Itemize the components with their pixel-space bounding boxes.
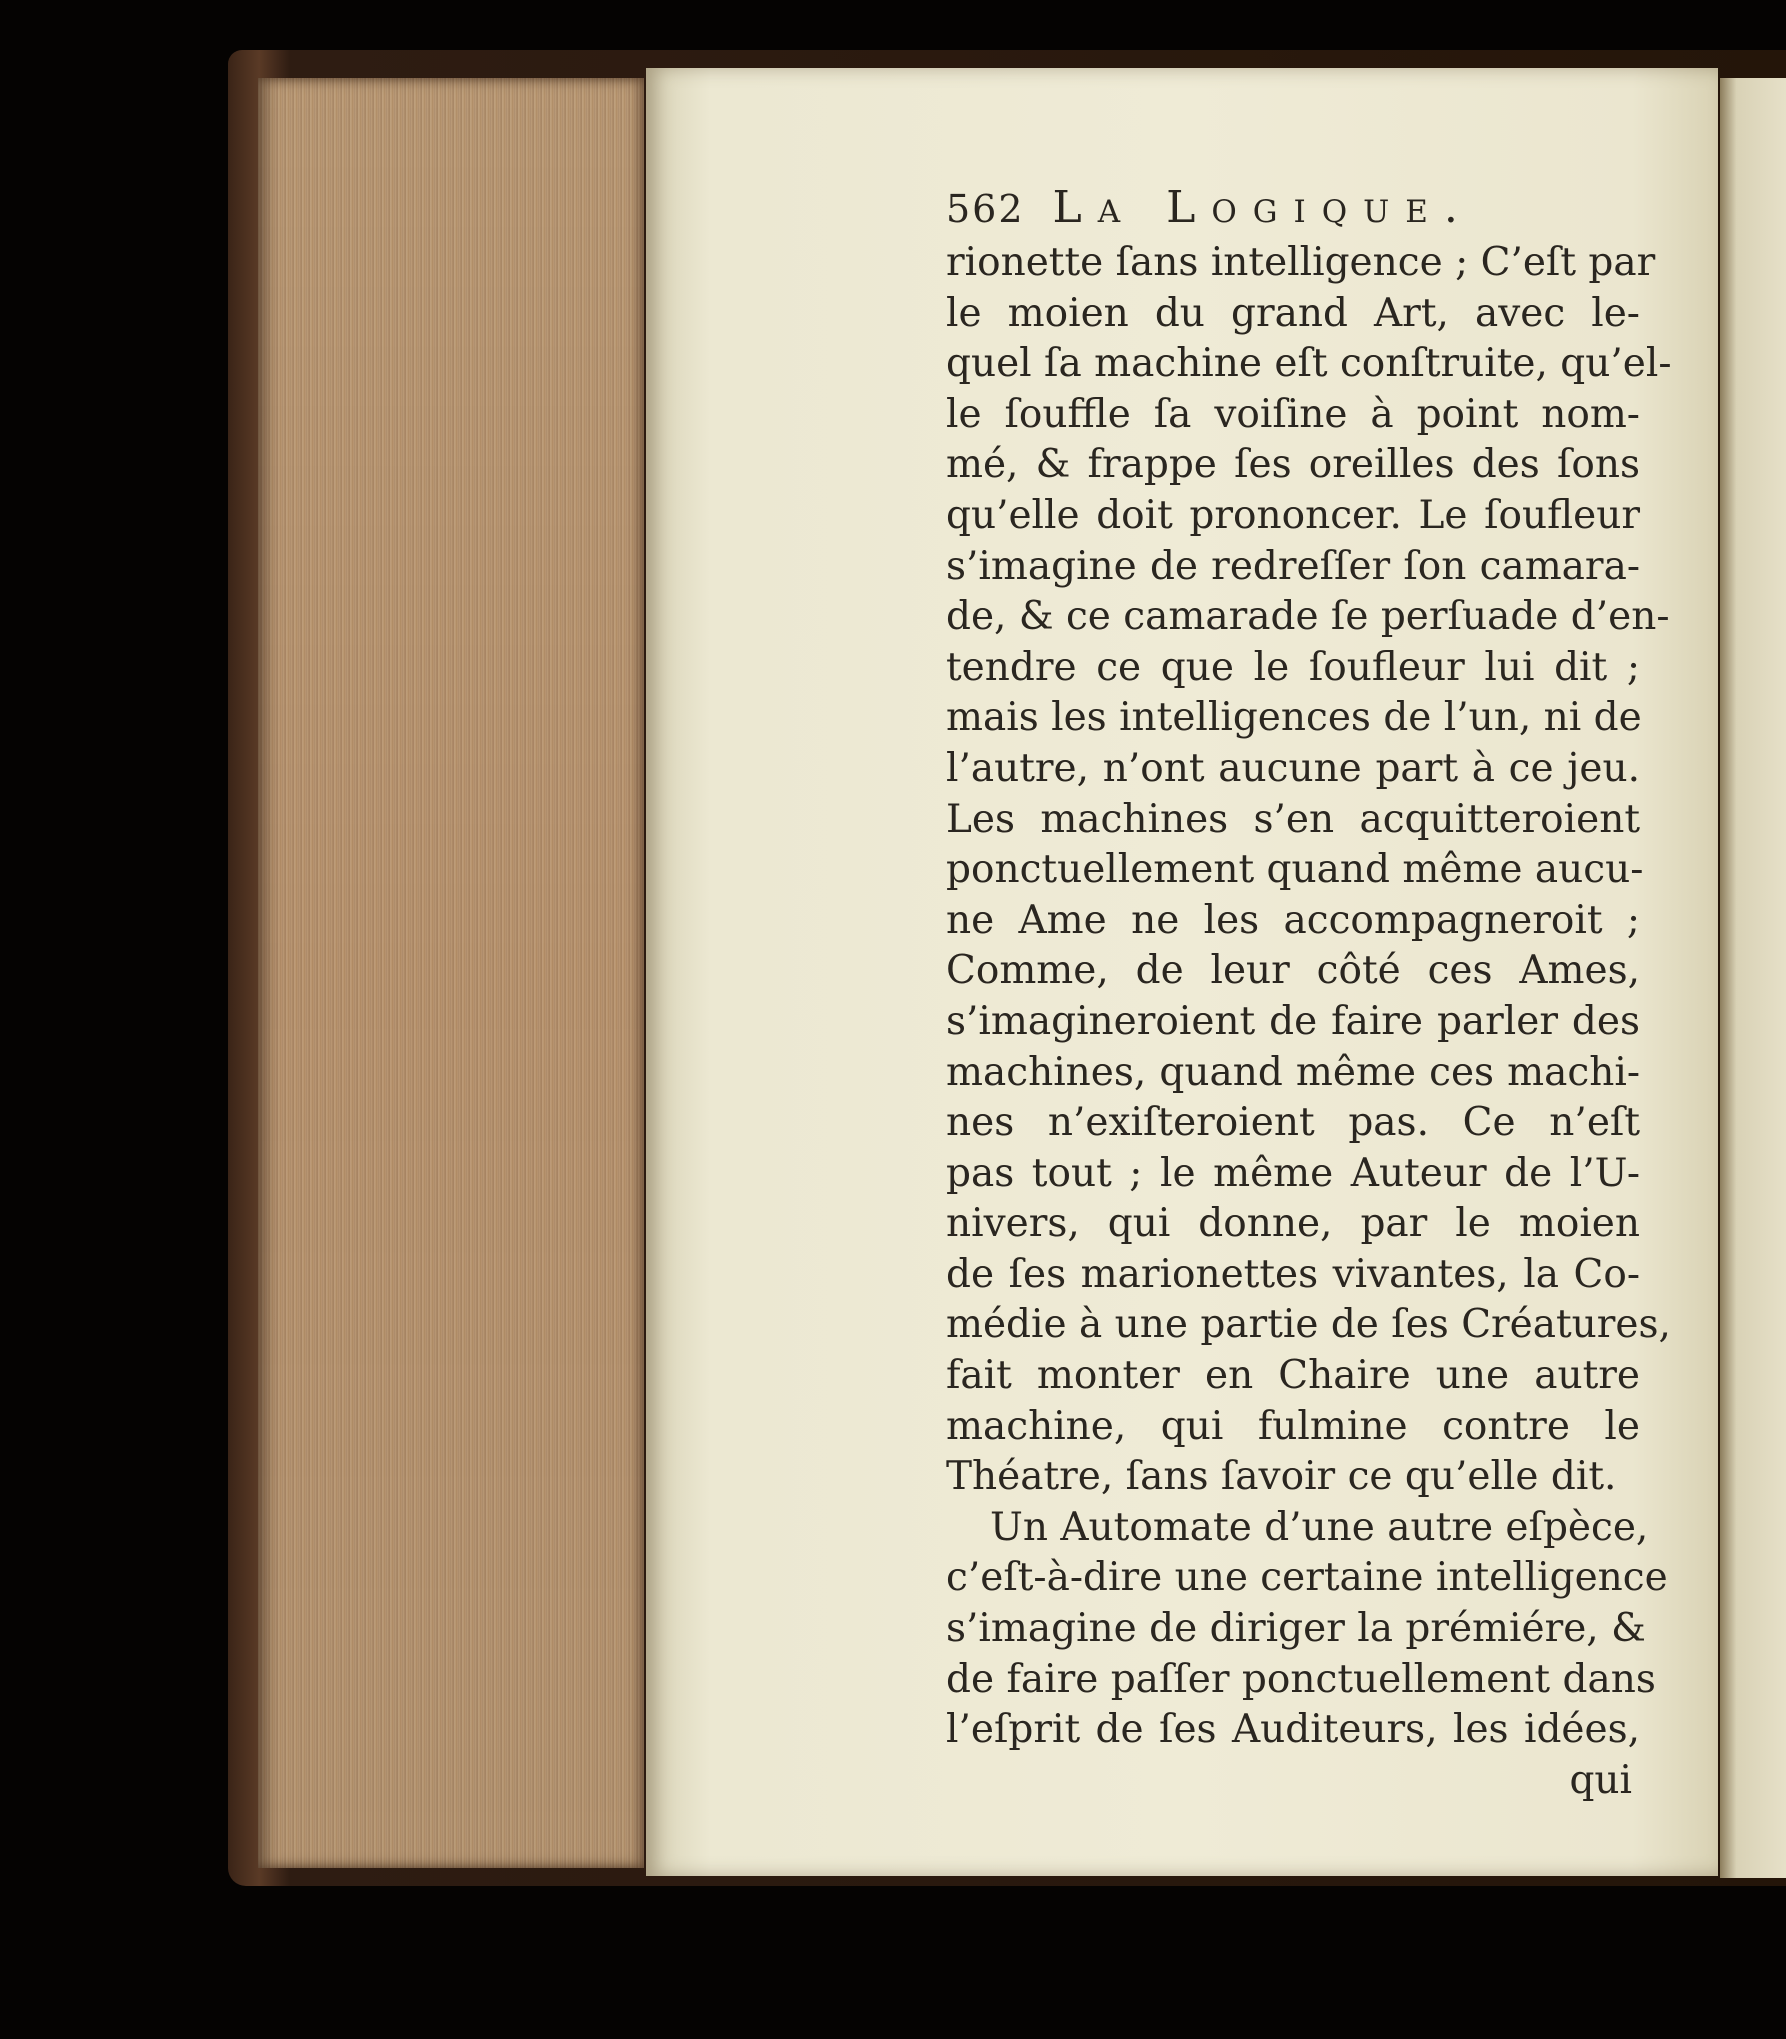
text-line: ne Ame ne les accompagneroit ; — [946, 897, 1640, 943]
text-line: mé, & frappe ſes oreilles des ſons — [946, 442, 1640, 488]
text-line: Comme, de leur côté ces Ames, — [946, 948, 1640, 994]
text-line: pas tout ; le même Auteur de l’U- — [946, 1150, 1640, 1196]
text-line: l’autre, n’ont aucune part à ce jeu. — [946, 745, 1640, 791]
text-line: de, & ce camarade ſe perſuade d’en- — [946, 594, 1670, 640]
facing-page-edge — [1720, 78, 1786, 1878]
text-line: ponctuellement quand même aucu- — [946, 847, 1644, 893]
text-line: s’imagineroient de faire parler des — [946, 998, 1640, 1044]
text-line: Théatre, ſans ſavoir ce qu’elle dit. — [946, 1454, 1617, 1500]
text-line: quel ſa machine eſt conſtruite, qu’el- — [946, 341, 1672, 387]
text-column — [946, 182, 1672, 1806]
text-line: médie à une partie de ſes Créatures, — [946, 1302, 1671, 1348]
text-line: nes n’exiſteroient pas. Ce n’eſt — [946, 1100, 1640, 1146]
text-line: fait monter en Chaire une autre — [946, 1353, 1640, 1399]
text-line: de ſes marionettes vivantes, la Co- — [946, 1251, 1640, 1297]
text-line: machines, quand même ces machi- — [946, 1049, 1640, 1095]
text-line: tendre ce que le ſoufleur lui dit ; — [946, 644, 1640, 690]
paragraph-start-line: Un Automate d’une autre eſpèce, — [990, 1504, 1649, 1550]
text-line: le moien du grand Art, avec le- — [946, 290, 1640, 336]
text-line: c’eſt-à-dire une certaine intelligence — [946, 1555, 1668, 1601]
text-line: mais les intelligences de l’un, ni de — [946, 695, 1642, 741]
catchword: qui — [1569, 1757, 1632, 1803]
text-line: Les machines s’en acquitteroient — [946, 796, 1640, 842]
text-line: le ſouffle ſa voiſine à point nom- — [946, 391, 1640, 437]
text-line: nivers, qui donne, par le moien — [946, 1201, 1640, 1247]
running-title: La Logique. — [1052, 182, 1474, 233]
page-header — [946, 182, 1640, 238]
text-line: qu’elle doit prononcer. Le ſoufleur — [946, 492, 1640, 538]
page-edges — [258, 78, 644, 1868]
page-number: 562 — [946, 187, 1025, 231]
text-line: de faire paſſer ponctuellement dans — [946, 1656, 1656, 1702]
text-line: l’eſprit de ſes Auditeurs, les idées, — [946, 1707, 1640, 1753]
text-line: rionette ſans intelligence ; C’eſt par — [946, 240, 1656, 285]
text-line: s’imagine de diriger la prémiére, & — [946, 1606, 1646, 1652]
text-line: s’imagine de redreſſer ſon camara- — [946, 543, 1640, 589]
text-line: machine, qui fulmine contre le — [946, 1403, 1640, 1449]
